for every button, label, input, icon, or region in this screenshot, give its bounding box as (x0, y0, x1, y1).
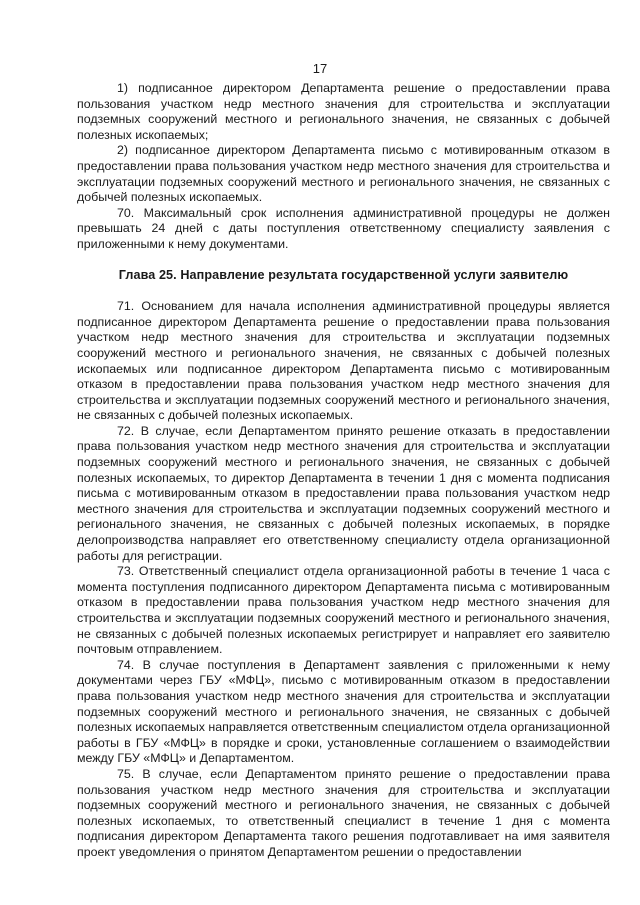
page-number: 17 (312, 61, 328, 76)
paragraph-item-2: 2) подписанное директором Департамента письмо с мотивированным отказом в предоставлении права пользования участком недр местного значения для строительства и эксплуатации подземных сооружений местного и регионального значения, не связанных с добычей полезных ископаемых. (77, 143, 610, 205)
paragraph-item-1: 1) подписанное директором Департамента решение о предоставлении права пользования участком недр местного значения для строительства и эксплуатации подземных сооружений местного и регионального значения, не связанных с добычей полезных ископаемых; (77, 81, 610, 142)
paragraph-73: 73. Ответственный специалист отдела организационной работы в течение 1 часа с момента поступления подписанного директором Департамента письма с мотивированным отказом в предоставлении права пользования участком недр местного значения для строительства и эксплуатации подземных сооружений местного и регионального значения, не связанных с добычей полезных ископаемых регистрирует и направляет его заявителю почтовым отправлением. (77, 564, 610, 657)
paragraph-75: 75. В случае, если Департаментом принято решение о предоставлении права пользования участком недр местного значения для строительства и эксплуатации подземных сооружений местного и регионального значения, не связанных с добычей полезных ископаемых, то ответственный специалист в течение 1 дня с момента подписания директором Департамента такого решения подготавливает на имя заявителя проект уведомления о принятом Департаментом решении о предоставлении (77, 766, 610, 859)
document-body (77, 81, 610, 861)
chapter-heading: Глава 25. Направление результата государственной услуги заявителю (118, 267, 569, 282)
paragraph-71: 71. Основанием для начала исполнения административной процедуры является подписанное директором Департамента решение о предоставлении права пользования участком недр местного значения для строительства и эксплуатации подземных сооружений местного и регионального значения, не связанных с добычей полезных ископаемых или подписанное директором Департамента письмо с мотивированным отказом в предоставлении права пользования участком недр местного значения для строительства и эксплуатации подземных сооружений местного и регионального значения, не связанных с добычей полезных ископаемых. (77, 299, 610, 423)
paragraph-70: 70. Максимальный срок исполнения административной процедуры не должен превышать 24 дней с даты поступления ответственному специалисту заявления с приложенными к нему документами. (77, 205, 610, 251)
paragraph-72: 72. В случае, если Департаментом принято решение отказать в предоставлении права пользования участком недр местного значения для строительства и эксплуатации подземных сооружений местного и регионального значения, не связанных с добычей полезных ископаемых, то директор Департамента в течении 1 дня с момента подписания письма с мотивированным отказом в предоставлении права пользования участком недр местного значения для строительства и эксплуатации подземных сооружений местного и регионального значения, не связанных с добычей полезных ископаемых, в порядке делопроизводства направляет его ответственному специалисту отдела организационной работы для регистрации. (77, 423, 610, 563)
paragraph-74: 74. В случае поступления в Департамент заявления с приложенными к нему документами через ГБУ «МФЦ», письмо с мотивированным отказом в предоставлении права пользования участком недр местного значения для строительства и эксплуатации подземных сооружений местного и регионального значения, не связанных с добычей полезных ископаемых направляется ответственным специалистом отдела организационной работы в ГБУ «МФЦ» в порядке и сроки, установленные соглашением о взаимодействии между ГБУ «МФЦ» и Департаментом. (77, 657, 610, 766)
